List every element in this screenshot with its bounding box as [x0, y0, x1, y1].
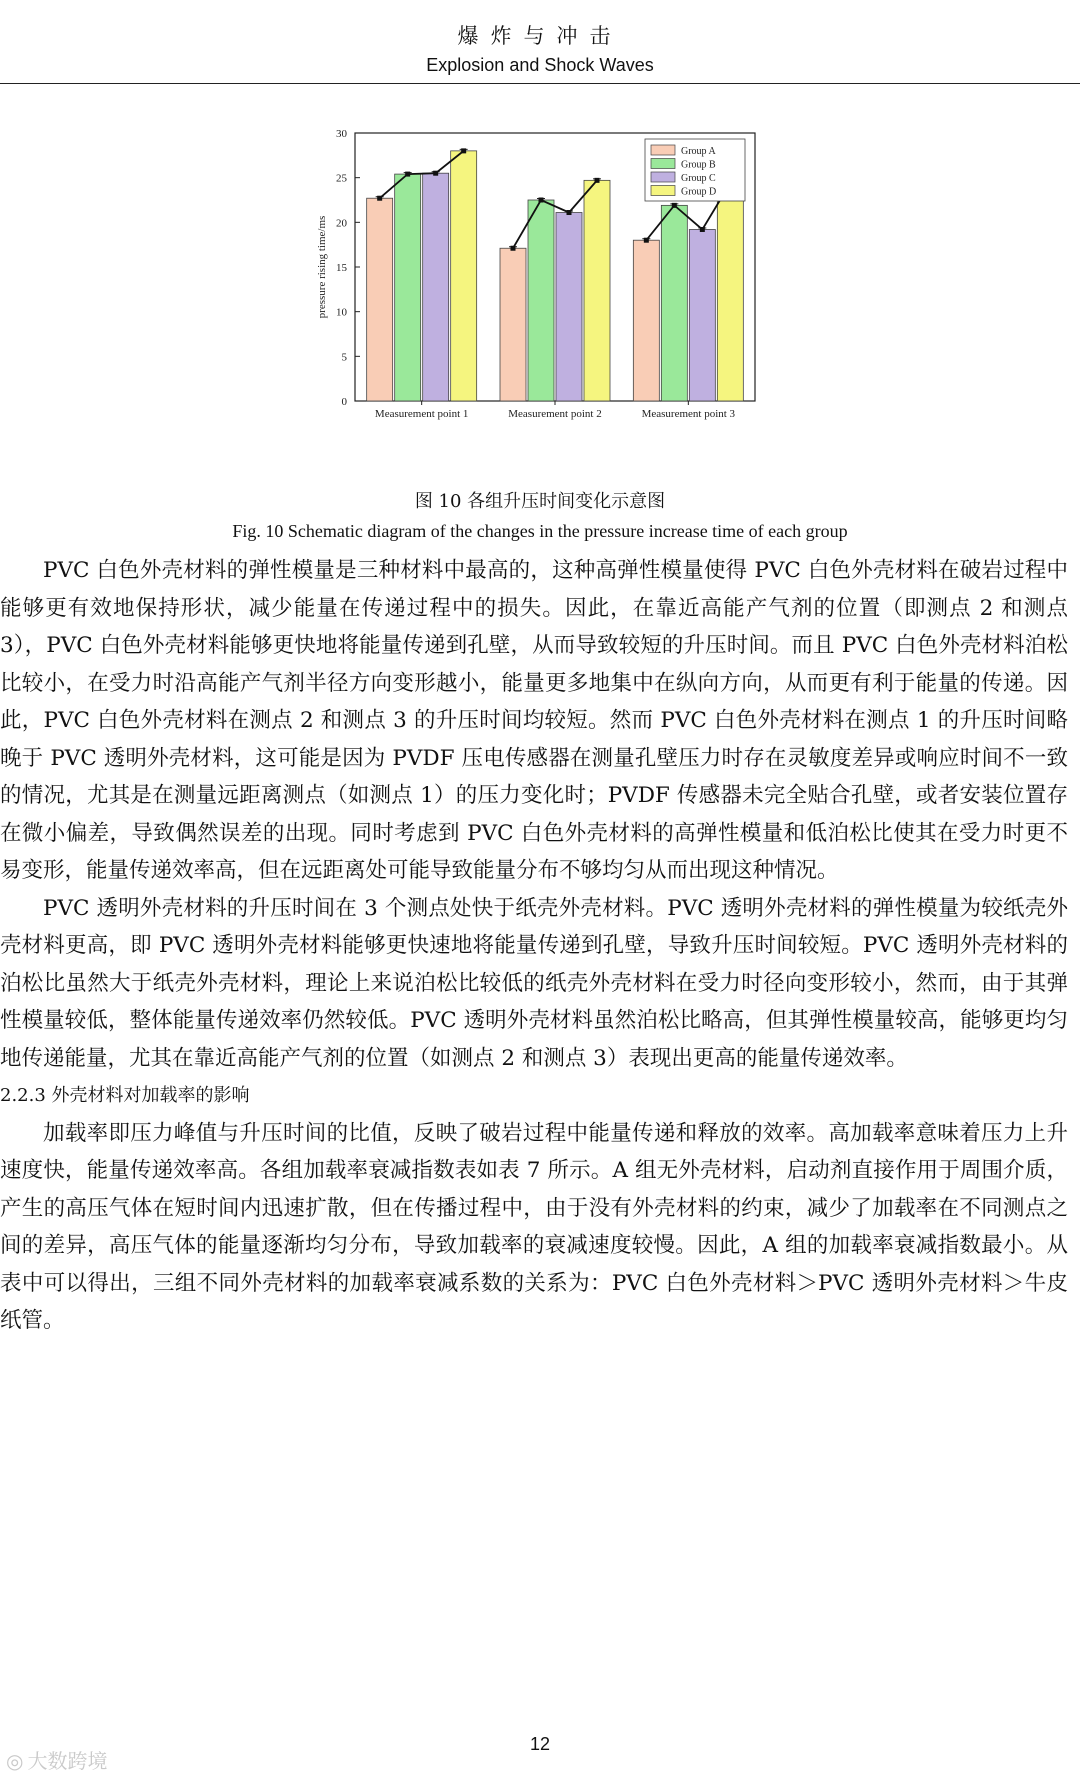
y-tick-label: 0 [341, 396, 347, 408]
paragraph-2: PVC 透明外壳材料的升压时间在 3 个测点处快于纸壳外壳材料。PVC 透明外壳材料的弹性模量为较纸壳外壳材料更高，即 PVC 透明外壳材料能够更快速地将能量传递到孔壁，导致升压时间较短。PVC 透明外壳材料的泊松比虽然大于纸壳外壳材料，理论上来说泊松比较低的纸壳外壳材料在受力时径向变形较小，然而，由于其弹性模量较低，整体能量传递效率仍然较低。PVC 透明外壳材料虽然泊松比略高，但其弹性模量较高，能够更均匀地传递能量，尤其在靠近高能产气剂的位置（如测点 2 和测点 3）表现出更高的能量传递效率。 [0, 895, 1068, 1071]
line-marker [461, 148, 466, 153]
legend-swatch [651, 186, 675, 196]
bar-group-d [717, 183, 743, 401]
y-axis-label: pressure rising time/ms [316, 215, 328, 319]
bar-group-d [584, 180, 610, 401]
journal-title-en: Explosion and Shock Waves [426, 55, 654, 75]
bar-group-c [423, 173, 449, 401]
y-tick-label: 20 [336, 217, 347, 230]
header-rule [0, 83, 1080, 84]
watermark-text: 大数跨境 [27, 1749, 108, 1773]
y-tick-label: 10 [336, 306, 347, 319]
figure-caption-cn: 图 10 各组升压时间变化示意图 [414, 491, 666, 512]
line-marker [377, 196, 382, 201]
bar-group-b [395, 174, 421, 401]
paragraph-1: PVC 白色外壳材料的弹性模量是三种材料中最高的，这种高弹性模量使得 PVC 白色外壳材料在破岩过程中能够更有效地保持形状，减少能量在传递过程中的损失。因此，在靠近高能产气剂的位置（即测点 2 和测点 3），PVC 白色外壳材料能够更快地将能量传递到孔壁，从而导致较短的升压时间。而且 PVC 白色外壳材料泊松比较小，在受力时沿高能产气剂半径方向变形越小，能量更多地集中在纵向方向，从而更有利于能量的传递。因此，PVC 白色外壳材料在测点 2 和测点 3 的升压时间均较短。然而 PVC 白色外壳材料在测点 1 的升压时间略晚于 PVC 透明外壳材料，这可能是因为 PVDF 压电传感器在测量孔壁压力时存在灵敏度差异或响应时间不一致的情况，尤其是在测量远距离测点（如测点 1）的压力变化时；PVDF 传感器未完全贴合孔壁，或者安装位置存在微小偏差，导致偶然误差的出现。同时考虑到 PVC 白色外壳材料的高弹性模量和低泊松比使其在受力时更不易变形，能量传递效率高，但在远距离处可能导致能量分布不够均匀从而出现这种情况。 [0, 558, 1068, 883]
legend-entry: Group D [681, 186, 717, 198]
legend-swatch [651, 159, 675, 169]
legend-entry: Group B [681, 159, 716, 171]
page-number: 12 [529, 1734, 551, 1754]
bar-group-c [689, 229, 715, 401]
figure-caption-en: Fig. 10 Schematic diagram of the changes in the pressure increase time of each group [232, 521, 848, 541]
paragraph-3: 加载率即压力峰值与升压时间的比值，反映了破岩过程中能量传递和释放的效率。高加载率意味着压力上升速度快，能量传递效率高。各组加载率衰减指数表如表 7 所示。A 组无外壳材料，启动剂直接作用于周围介质，产生的高压气体在短时间内迅速扩散，但在传播过程中，由于没有外壳材料的约束，减少了加载率在不同测点之间的差异，高压气体的能量逐渐均匀分布，导致加载率的衰减速度较慢。因此，A 组的加载率衰减指数最小。从表中可以得出，三组不同外壳材料的加载率衰减系数的关系为：PVC 白色外壳材料＞PVC 透明外壳材料＞牛皮纸管。 [0, 1120, 1068, 1333]
x-tick-label: Measurement point 3 [641, 408, 736, 420]
journal-title-cn: 爆炸与冲击 [457, 24, 623, 48]
figure-10 [300, 118, 770, 458]
bar-group-d [451, 151, 477, 401]
legend-entry: Group C [681, 173, 716, 184]
bar-group-a [367, 198, 393, 401]
y-tick-label: 5 [341, 351, 347, 364]
legend-swatch [651, 172, 675, 182]
legend-swatch [651, 145, 675, 155]
y-tick-label: 30 [336, 128, 347, 140]
page-header [0, 0, 1080, 84]
bar-group-c [556, 213, 582, 401]
bar-chart [300, 118, 770, 458]
line-marker [567, 210, 572, 215]
line-marker [700, 227, 705, 232]
bar-group-a [633, 240, 659, 401]
line-marker [511, 246, 516, 251]
line-marker [672, 203, 677, 208]
x-tick-label: Measurement point 1 [374, 408, 469, 420]
watermark-logo-icon: ◎ [6, 1749, 24, 1773]
bar-group-b [661, 205, 687, 401]
section-heading: 2.2.3 外壳材料对加载率的影响 [0, 1085, 250, 1106]
watermark [6, 1745, 156, 1775]
body-text [0, 552, 1068, 1340]
bar-group-b [528, 200, 554, 401]
line-marker [644, 238, 649, 243]
legend-entry: Group A [681, 146, 716, 157]
y-tick-label: 15 [336, 262, 347, 274]
line-marker [405, 172, 410, 177]
line-marker [595, 178, 600, 183]
line-marker [433, 171, 438, 176]
line-marker [539, 198, 544, 203]
x-tick-label: Measurement point 2 [508, 408, 602, 420]
y-tick-label: 25 [336, 172, 347, 185]
bar-group-a [500, 248, 526, 401]
